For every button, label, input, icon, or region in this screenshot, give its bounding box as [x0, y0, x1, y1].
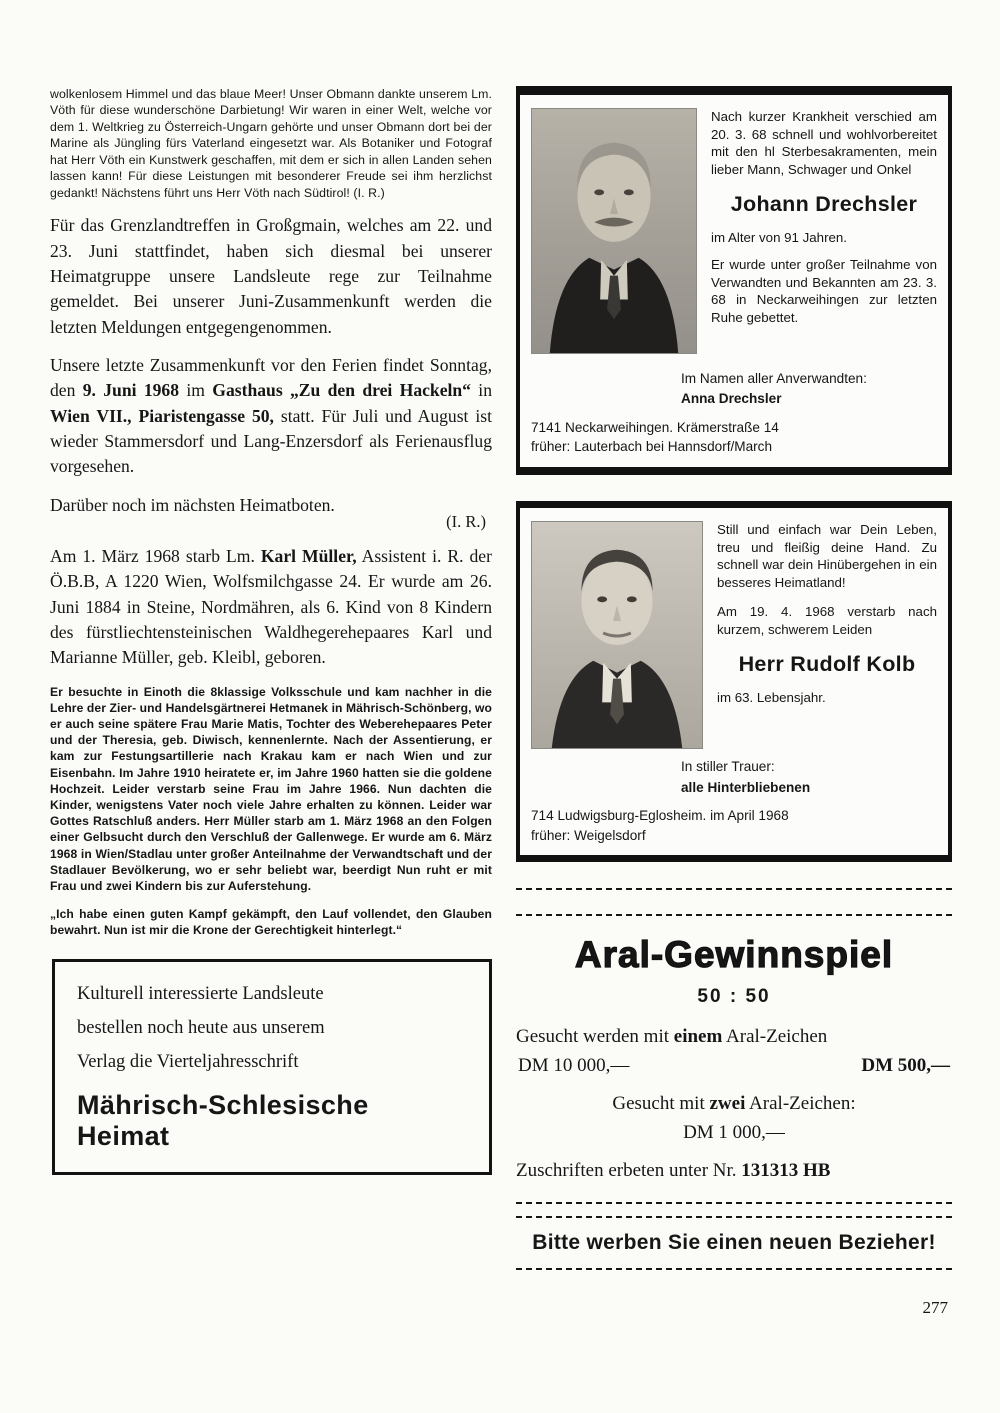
address-line: früher: Lauterbach bei Hannsdorf/March [531, 439, 773, 455]
portrait-photo-drechsler [531, 108, 697, 354]
text-segment: im [179, 380, 213, 401]
age-line: im 63. Lebensjahr. [717, 689, 826, 705]
obituary-box-kolb [516, 501, 952, 862]
text-segment: Gesucht werden mit [516, 1026, 674, 1048]
obituary-text-kolb [717, 521, 937, 749]
text-segment: Unsere letzte Zusammenkunft vor den Ferien findet Sonntag, den [50, 354, 492, 401]
address-highlight: Wien VII., Piaristengasse 50, [50, 405, 274, 426]
amount-right: DM 500,— [861, 1055, 950, 1077]
obituary-intro: Nach kurzer Krankheit verschied am 20. 3. 68 schnell und wohlvorbereitet mit den hl Sterbesakramenten, mein lieber Mann, Schwager und Onkel [711, 109, 937, 177]
ad-line: bestellen noch heute aus unserem [77, 1017, 325, 1038]
portrait-photo-kolb [531, 521, 703, 749]
two-column-layout [50, 86, 952, 1318]
date-highlight: 9. Juni 1968 [82, 380, 180, 401]
text-segment: Aral-Zeichen [722, 1026, 828, 1048]
deceased-name: Herr Rudolf Kolb [738, 652, 916, 677]
name-highlight: Karl Müller, [260, 545, 357, 566]
address-line: 714 Ludwigsburg-Eglosheim. im April 1968 [531, 807, 789, 823]
mueller-biography: Er besuchte in Einoth die 8klassige Volksschule und kam nachher in die Lehre der Zier- und Handelsgärtnerei Hetmanek in Mährisch-Schönberg, wo er auch seine spätere Frau Marie Matis, Tochter des Weberehepaares Peter und der Theresia, geb. Diwisch, kennenlernte. Nach der Assentierung, er kam zur Festungsartillerie nach Krakau kam er nach Wien und zur Eisenbahn. Im Jahre 1910 heiratete er, im Jahre 1960 hatten sie die goldene Hochzeit. Leider verstarb seine Frau im Jahre 1966. Nun dachten die Kinder, wenigstens Vater noch viele Jahre erhalten zu können. Leider war Gottes Ratschluß anders. Herr Müller starb am 1. März 1968 an den Folgen einer Gelbsucht durch den Verschluß der Gallenwege. Er wurde am 6. März 1968 in Wien/Stadlau unter großer Anteilnahme der Verwandtschaft und der Stadlauer Bevölkerung, wo er sehr beliebt war, beerdigt Nun ruht er mit Frau und zwei Kindern bis zur Auferstehung. [50, 684, 492, 893]
aral-amounts-row [518, 1055, 950, 1077]
venue-highlight: Gasthaus „Zu den drei Hackeln“ [212, 380, 471, 401]
obituary-body: Er wurde unter großer Teilnahme von Verwandten und Bekannten am 23. 3. 68 in Neckarweihingen zur letzten Ruhe gebettet. [711, 257, 937, 325]
text-segment: Gesucht mit [612, 1093, 710, 1115]
publisher-ad-box [52, 959, 492, 1176]
obituary-top-row [531, 521, 937, 749]
aral-amount-2: DM 1 000,— [683, 1122, 785, 1144]
emphasis: zwei [709, 1093, 746, 1115]
dashed-divider [516, 914, 952, 916]
continuation-paragraph: wolkenlosem Himmel und das blaue Meer! Unser Obmann dankte unserem Lm. Vöth für diese wunderschöne Darbietung! Wir waren in einer Welt, welche vor dem 1. Weltkrieg zu Österreich-Ungarn gehörte und unser Obmann dort bei der Marine als Jüngling fürs Vaterland eingesetzt war. Als Botaniker und Fotograf hat Herr Vöth ein Kunstwerk geschaffen, mit dem er sich in allen Landen sehen lassen kann! Für diese Leistungen mit besonderer Freude sei ihm herzlichst gedankt! Nächstens führt uns Herr Vöth nach Südtirol! (I. R.) [50, 87, 492, 200]
left-column [50, 86, 492, 1318]
bible-quote: „Ich habe einen guten Kampf gekämpft, den Lauf vollendet, den Glauben bewahrt. Nun ist mir die Krone der Gerechtigkeit hinterlegt.“ [50, 907, 492, 938]
mourners-block [681, 369, 937, 410]
text-segment: Assistent i. R. der Ö.B.B, A 1220 Wien, Wolfsmilchgasse 24. Er wurde am 26. Juni 1884 in Steine, Nordmähren, als 6. Kind von 8 Kindern des fürstliechtensteinischen Waldhegerehepaares Karl und Marianne Müller, geb. Kleibl, geboren. [50, 545, 492, 668]
heimatboten-note: Darüber noch im nächsten Heimatboten. [50, 494, 335, 515]
aral-ad-section [516, 888, 952, 1270]
zusammenkunft-paragraph [50, 353, 492, 480]
mourner-name: alle Hinterbliebenen [681, 779, 811, 795]
address-block [531, 806, 937, 845]
contact-number: 131313 HB [741, 1160, 831, 1182]
dashed-divider [516, 1202, 952, 1204]
aral-line-3 [516, 1160, 952, 1182]
obituary-box-drechsler [516, 86, 952, 475]
obituary-intro: Still und einfach war Dein Leben, treu und fleißig deine Hand. Zu schnell war dein Hinübergehen in ein besseres Heimatland! [717, 522, 937, 590]
right-column [516, 86, 952, 1318]
aral-line-2 [516, 1093, 952, 1115]
text-segment: in [470, 380, 492, 401]
aral-ad-title: Aral-Gewinnspiel [574, 934, 894, 976]
ad-line: Kulturell interessierte Landsleute [77, 983, 324, 1004]
portrait-illustration [532, 522, 702, 748]
emphasis: einem [673, 1026, 723, 1048]
text-segment: Am 1. März 1968 starb Lm. [50, 545, 261, 566]
address-line: früher: Weigelsdorf [531, 827, 646, 843]
obituary-top-row [531, 108, 937, 354]
text-segment: Aral-Zeichen: [745, 1093, 856, 1115]
subscription-banner: Bitte werben Sie einen neuen Bezieher! [532, 1231, 936, 1255]
ad-line: Verlag die Vierteljahresschrift [77, 1051, 299, 1072]
dashed-divider [516, 1268, 952, 1270]
mueller-obituary-lead [50, 544, 492, 671]
portrait-illustration [532, 109, 696, 353]
obituary-text-drechsler [711, 108, 937, 354]
deceased-name: Johann Drechsler [730, 192, 918, 217]
address-line: 7141 Neckarweihingen. Krämerstraße 14 [531, 419, 779, 435]
page-number: 277 [922, 1298, 948, 1318]
author-initials: (I. R.) [446, 511, 486, 531]
amount-left: DM 10 000,— [518, 1055, 630, 1077]
mourner-name: Anna Drechsler [681, 391, 782, 407]
dashed-divider [516, 1216, 952, 1218]
grenzlandtreffen-paragraph: Für das Grenzlandtreffen in Großgmain, welches am 22. und 23. Juni stattfindet, haben sich diesmal bei unserer Heimatgruppe unsere Landsleute rege zur Teilnahme gemeldet. Bei unserer Juni-Zusammenkunft werden die letzten Meldungen entgegengenommen. [50, 215, 492, 337]
text-segment: Zuschriften erbeten unter Nr. [516, 1160, 742, 1182]
address-block [531, 418, 937, 457]
dashed-divider [516, 888, 952, 890]
mourners-intro: In stiller Trauer: [681, 759, 775, 775]
mourners-block [681, 757, 937, 798]
mourners-intro: Im Namen aller Anverwandten: [681, 371, 867, 386]
aral-line-1 [516, 1026, 952, 1048]
text-segment: statt. Für Juli und August ist wieder Stammersdorf und Lang-Enzersdorf als Ferienausflug vorgesehen. [50, 405, 492, 477]
ad-title: Mährisch-Schlesische Heimat [77, 1090, 369, 1152]
aral-ratio: 50 : 50 [697, 986, 771, 1008]
age-line: im Alter von 91 Jahren. [711, 229, 847, 245]
obituary-body: Am 19. 4. 1968 verstarb nach kurzem, schwerem Leiden [717, 604, 937, 637]
